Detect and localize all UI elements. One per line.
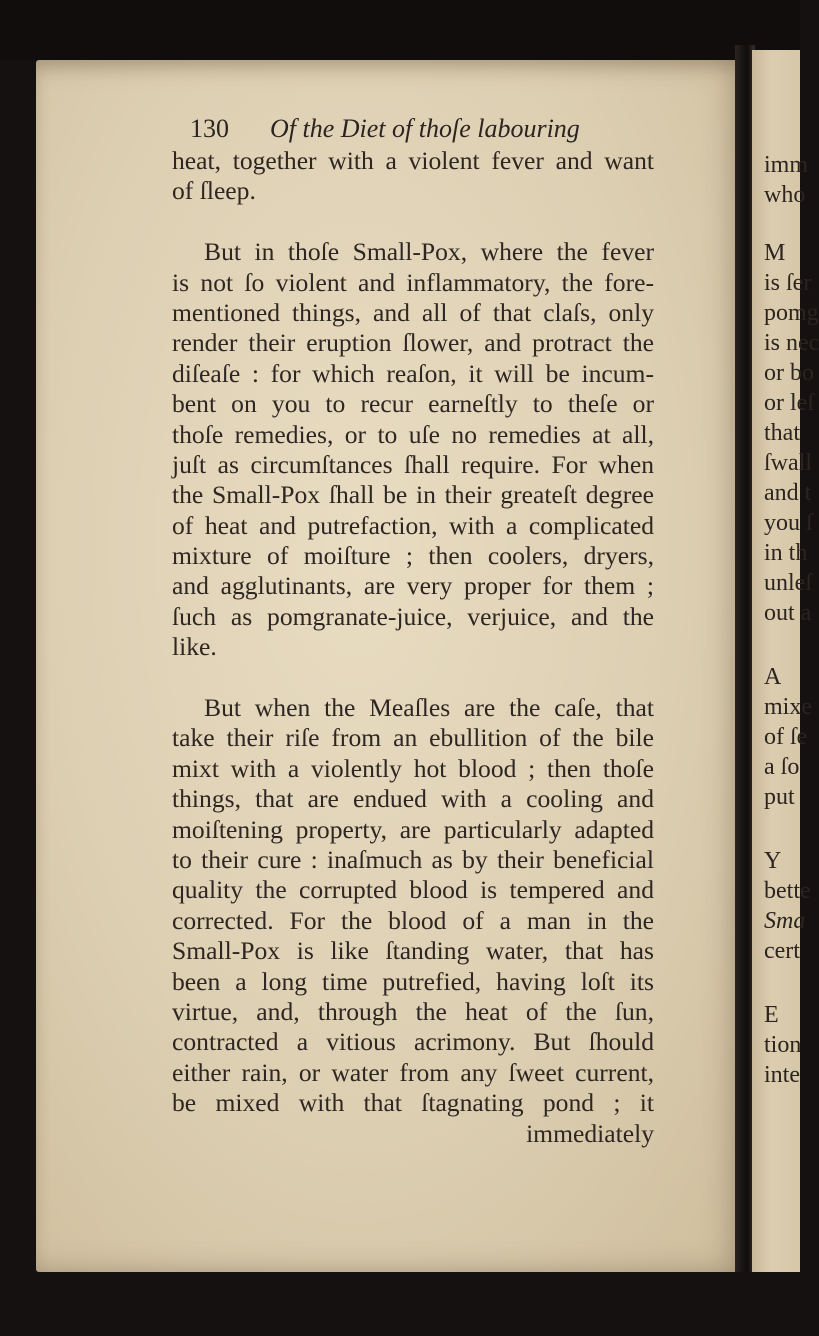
facing-fragment: who bbox=[764, 182, 806, 208]
text-line: moiſtening property, are particularly adapted bbox=[172, 814, 654, 844]
text-line: ſuch as pomgranate-juice, verjuice, and the bbox=[172, 601, 654, 631]
facing-fragment: mixe bbox=[764, 694, 812, 720]
text-line: virtue, and, through the heat of the ſun, bbox=[172, 996, 654, 1026]
text-line: the Small-Pox ſhall be in their greateſt degree bbox=[172, 480, 654, 510]
facing-fragment: and t bbox=[764, 480, 812, 506]
facing-fragment: ſwall bbox=[764, 450, 812, 476]
facing-fragment: of ſe bbox=[764, 724, 808, 750]
facing-fragment: a ſo bbox=[764, 754, 800, 780]
facing-fragment: Y bbox=[764, 848, 782, 874]
text-line: diſeaſe : for which reaſon, it will be incum- bbox=[172, 358, 654, 388]
text-line: Small-Pox is like ſtanding water, that has bbox=[172, 936, 654, 966]
text-line: thoſe remedies, or to uſe no remedies at all, bbox=[172, 419, 654, 449]
facing-fragment: Sma bbox=[764, 908, 806, 934]
text-line: juſt as circumſtances ſhall require. For when bbox=[172, 449, 654, 479]
catchword: immediately bbox=[526, 1118, 654, 1148]
page-number: 130 bbox=[190, 114, 229, 143]
facing-fragment: M bbox=[764, 240, 786, 266]
text-line: mixt with a violently hot blood ; then thoſe bbox=[172, 753, 654, 783]
text-line: corrected. For the blood of a man in the bbox=[172, 905, 654, 935]
text-line: been a long time putrefied, having loſt its bbox=[172, 966, 654, 996]
text-line: But in thoſe Small-Pox, where the fever bbox=[204, 237, 654, 267]
facing-fragment: inte bbox=[764, 1062, 800, 1088]
text-line: mentioned things, and all of that claſs, only bbox=[172, 297, 654, 327]
text-line: heat, together with a violent fever and want bbox=[172, 146, 654, 175]
facing-fragment: imm bbox=[764, 152, 809, 178]
text-line: quality the corrupted blood is tempered and bbox=[172, 875, 654, 905]
running-title: Of the Diet of thoſe labouring bbox=[270, 114, 580, 143]
text-line: mixture of moiſture ; then coolers, dryers, bbox=[172, 541, 654, 571]
facing-fragment: is nec bbox=[764, 330, 819, 356]
facing-fragment: bette bbox=[764, 878, 811, 904]
text-line: of ſleep. bbox=[172, 176, 256, 206]
text-line: is not ſo violent and inflammatory, the fore- bbox=[172, 267, 654, 297]
facing-fragment: you ſ bbox=[764, 510, 813, 536]
facing-fragment: put bbox=[764, 784, 795, 810]
text-line: of heat and putrefaction, with a complicated bbox=[172, 510, 654, 540]
text-line: things, that are endued with a cooling and bbox=[172, 784, 654, 814]
text-line: and agglutinants, are very proper for them ; bbox=[172, 571, 654, 601]
facing-fragment: or leſ bbox=[764, 390, 814, 416]
text-line: either rain, or water from any ſweet current, bbox=[172, 1057, 654, 1087]
text-line: render their eruption ſlower, and protract the bbox=[172, 328, 654, 358]
text-line: be mixed with that ſtagnating pond ; it bbox=[172, 1088, 654, 1118]
facing-fragment: A bbox=[764, 664, 782, 690]
facing-fragment: unleſ bbox=[764, 570, 812, 596]
bottom-background bbox=[0, 1272, 800, 1336]
text-line: to their cure : inaſmuch as by their beneficial bbox=[172, 844, 654, 874]
text-line: But when the Meaſles are the caſe, that bbox=[204, 693, 654, 723]
facing-fragment: E bbox=[764, 1002, 779, 1028]
facing-fragment: tion bbox=[764, 1032, 802, 1058]
facing-fragment: in th bbox=[764, 540, 808, 566]
text-line: contracted a vitious acrimony. But ſhould bbox=[172, 1027, 654, 1057]
facing-fragment: or bo bbox=[764, 360, 814, 386]
facing-page bbox=[752, 50, 819, 1300]
facing-fragment: cert bbox=[764, 938, 800, 964]
facing-fragment: that bbox=[764, 420, 800, 446]
text-line: like. bbox=[172, 632, 217, 662]
body-text bbox=[172, 146, 654, 1149]
top-background bbox=[0, 0, 800, 60]
text-line: take their riſe from an ebullition of the bile bbox=[172, 723, 654, 753]
text-line: bent on you to recur earneſtly to theſe or bbox=[172, 389, 654, 419]
facing-fragment: out a bbox=[764, 600, 812, 626]
page-header bbox=[190, 114, 670, 150]
facing-fragment: is ſer bbox=[764, 270, 812, 296]
facing-fragment: pomg bbox=[764, 300, 819, 326]
